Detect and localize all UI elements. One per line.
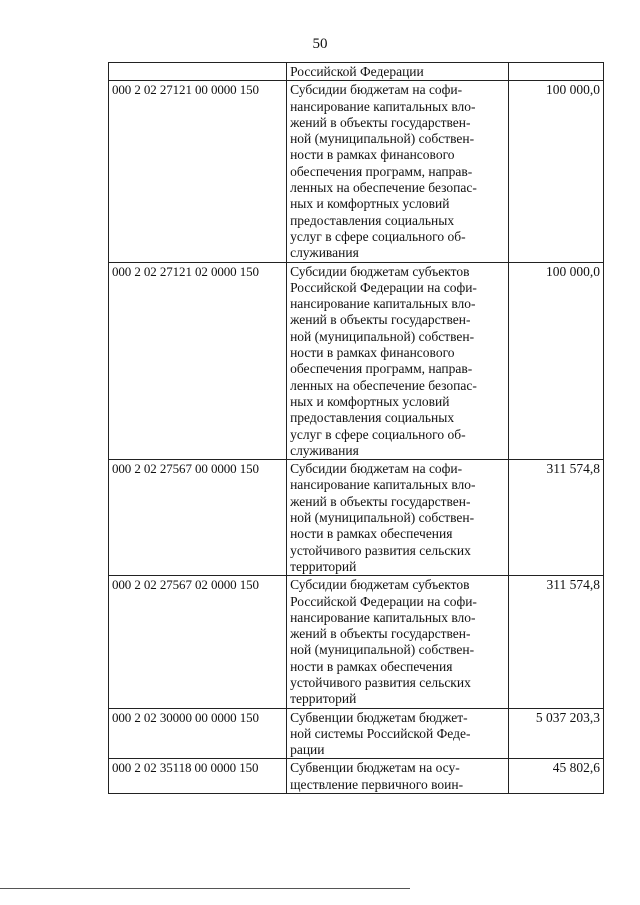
revenue-name: Субсидии бюджетам на софи- нансирование капитальных вло- жений в объекты государствен- ной (муниципальной) собствен- ности в рамках финансового обеспечения программ, направ- ленных на обеспечение безопас- ных и комфортных условий предоставления социальных услуг в сфере социального об- служивания	[287, 81, 509, 262]
amount: 311 574,8	[509, 576, 604, 708]
classification-code: 000 2 02 27567 00 0000 150	[109, 460, 287, 576]
table-row	[109, 708, 604, 759]
amount	[509, 63, 604, 81]
classification-code: 000 2 02 27567 02 0000 150	[109, 576, 287, 708]
page-number: 50	[312, 36, 328, 52]
amount: 100 000,0	[509, 262, 604, 460]
amount: 100 000,0	[509, 81, 604, 262]
table-row	[109, 460, 604, 576]
revenue-name: Субвенции бюджетам бюджет- ной системы Российской Феде- рации	[287, 708, 509, 759]
revenue-name: Субсидии бюджетам субъектов Российской Федерации на софи- нансирование капитальных вло- жений в объекты государствен- ной (муниципальной) собствен- ности в рамках обеспечения устойчивого развития сельских территорий	[287, 576, 509, 708]
revenue-name: Российской Федерации	[287, 63, 509, 81]
table-row	[109, 759, 604, 794]
table-row	[109, 63, 604, 81]
classification-code: 000 2 02 27121 02 0000 150	[109, 262, 287, 460]
table-row	[109, 576, 604, 708]
revenue-name: Субсидии бюджетам на софи- нансирование капитальных вло- жений в объекты государствен- ной (муниципальной) собствен- ности в рамках обеспечения устойчивого развития сельских территорий	[287, 460, 509, 576]
revenue-name: Субсидии бюджетам субъектов Российской Федерации на софи- нансирование капитальных вло- жений в объекты государствен- ной (муниципальной) собствен- ности в рамках финансового обеспечения программ, направ- ленных на обеспечение безопас- ных и комфортных условий предоставления социальных услуг в сфере социального об- служивания	[287, 262, 509, 460]
footer-divider	[0, 888, 410, 889]
budget-revenue-table	[108, 62, 604, 794]
amount: 5 037 203,3	[509, 708, 604, 759]
amount: 311 574,8	[509, 460, 604, 576]
classification-code	[109, 63, 287, 81]
classification-code: 000 2 02 27121 00 0000 150	[109, 81, 287, 262]
amount: 45 802,6	[509, 759, 604, 794]
table-row	[109, 81, 604, 262]
classification-code: 000 2 02 30000 00 0000 150	[109, 708, 287, 759]
classification-code: 000 2 02 35118 00 0000 150	[109, 759, 287, 794]
table-row	[109, 262, 604, 460]
revenue-name: Субвенции бюджетам на осу- ществление первичного воин-	[287, 759, 509, 794]
